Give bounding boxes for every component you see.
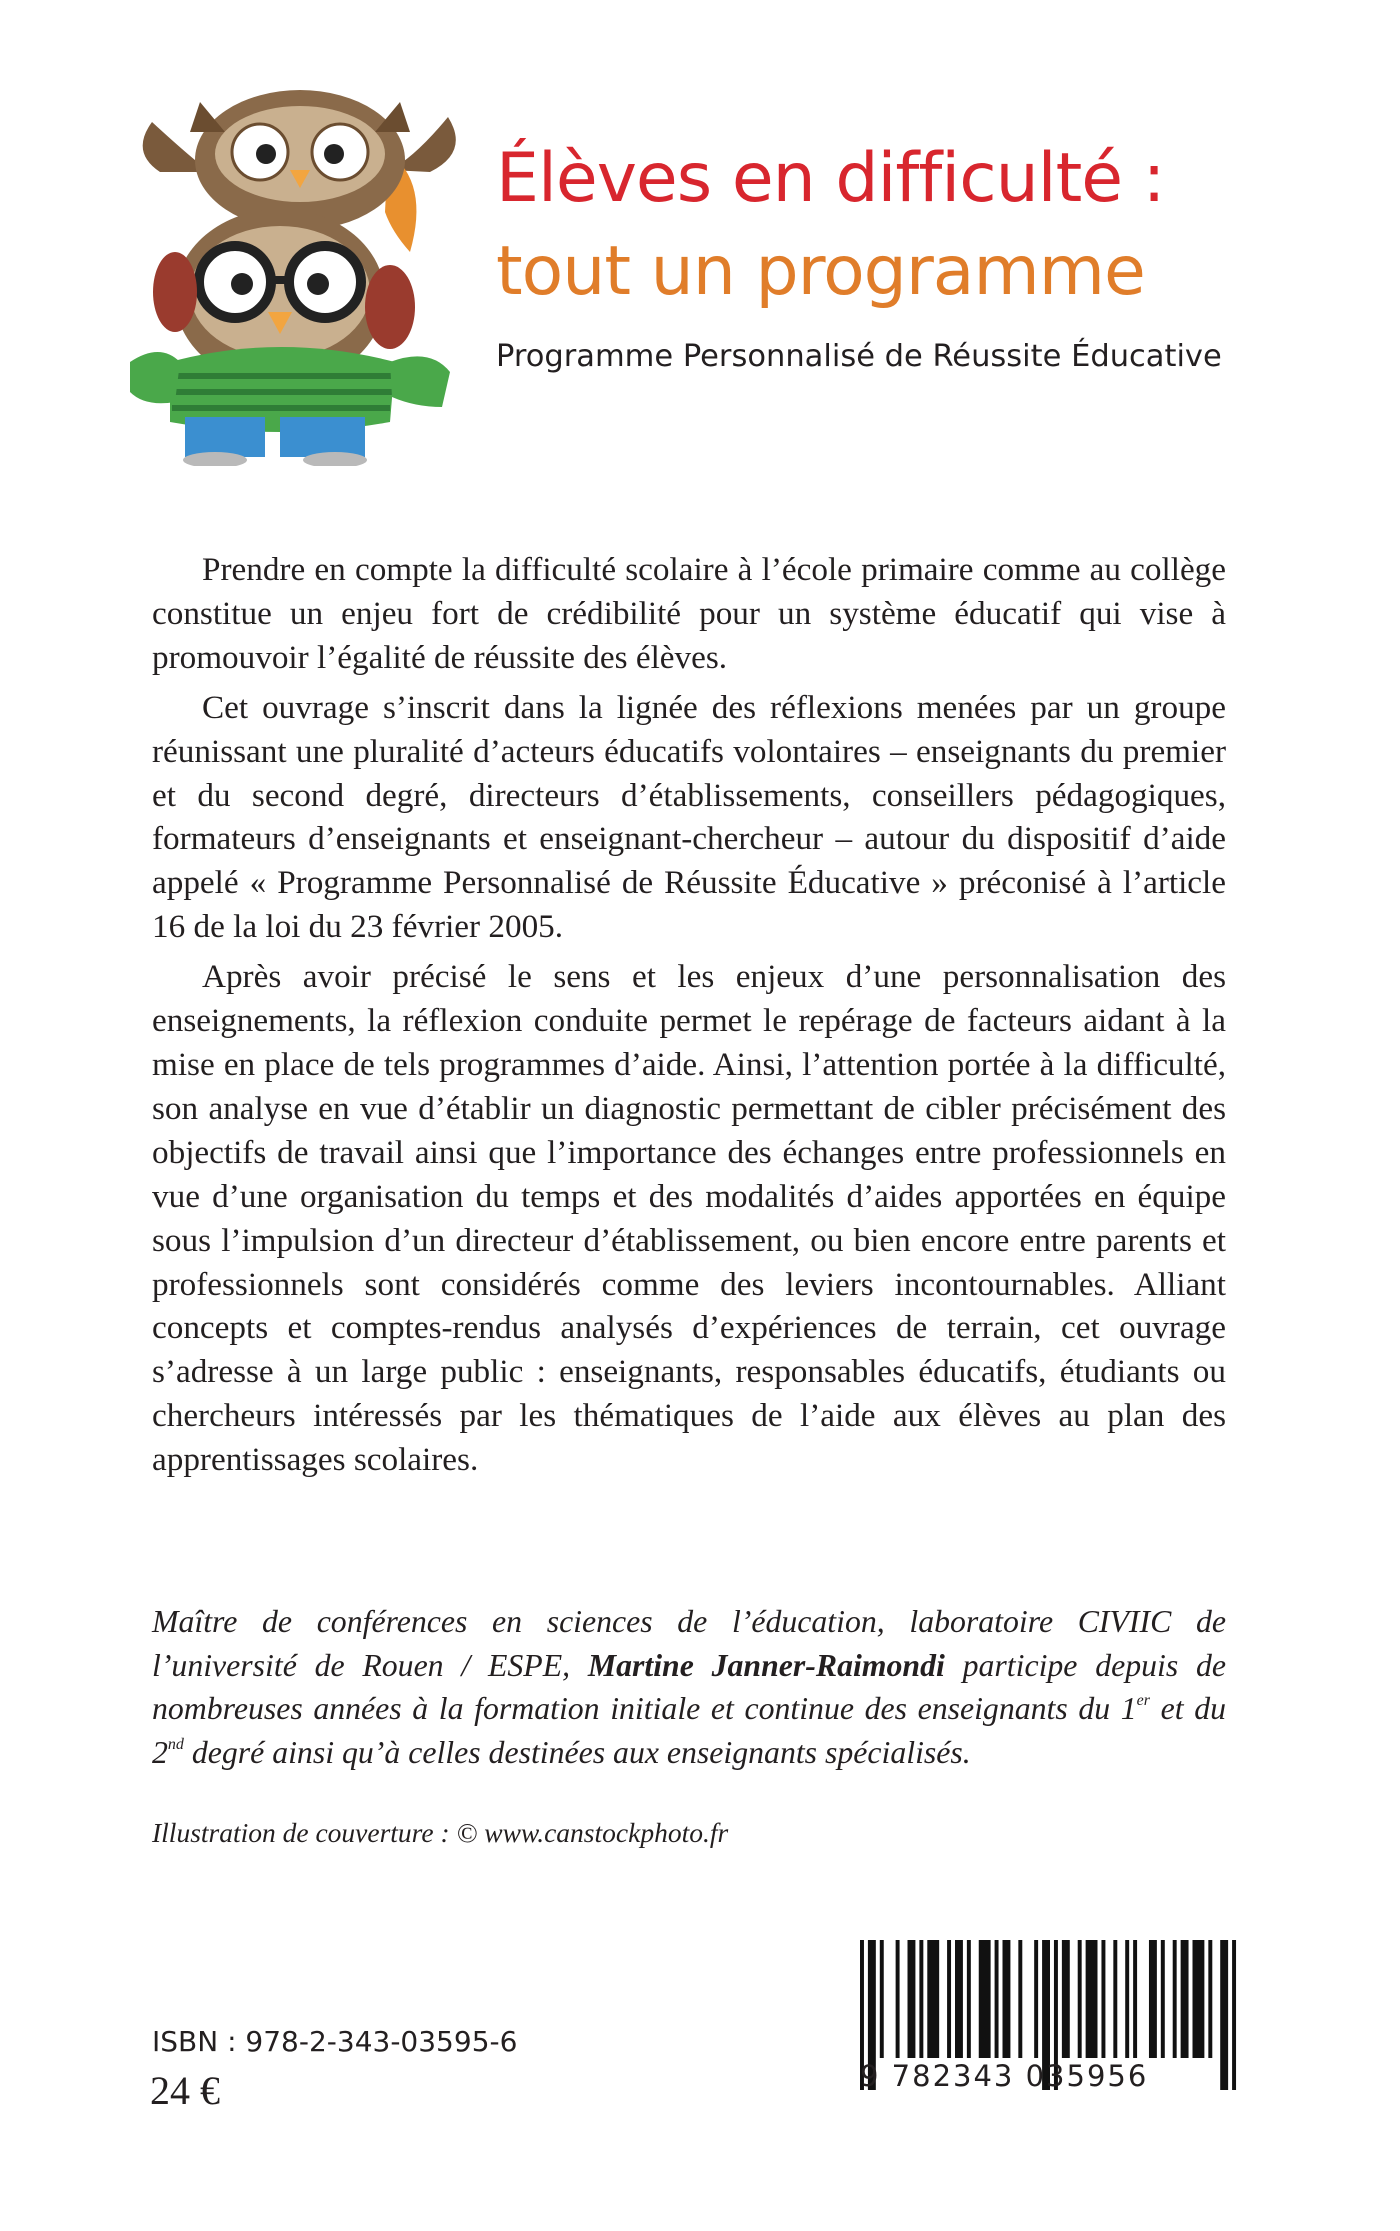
barcode-bar — [1062, 1940, 1070, 2058]
back-cover-summary — [152, 548, 1226, 1488]
book-subtitle: Programme Personnalisé de Réussite Éducative — [496, 339, 1222, 374]
owl-illustration-icon — [130, 62, 470, 466]
barcode-bar — [1003, 1940, 1011, 2058]
barcode-bar — [1078, 1940, 1082, 2058]
barcode-bar — [927, 1940, 939, 2058]
bio-text-start: Maître de conférences en sciences de l’éducation, laboratoire CIVIIC de l’université de Rouen / ESPE, — [152, 1604, 1226, 1683]
barcode-bar — [1018, 1940, 1022, 2058]
bio-superscript-1: er — [1136, 1692, 1150, 1709]
barcode-bar — [1173, 1940, 1177, 2058]
barcode-bar — [908, 1940, 916, 2058]
barcode-bar — [1034, 1940, 1038, 2058]
barcode-bar — [947, 1940, 951, 2058]
barcode-bar — [896, 1940, 900, 2058]
barcode-bar — [1113, 1940, 1117, 2058]
illustration-credit: Illustration de couverture : © www.canstockphoto.fr — [152, 1817, 729, 1848]
barcode-digits: 9 782343 035956 — [860, 2059, 1149, 2093]
barcode-bar — [1193, 1940, 1205, 2058]
book-title-line-2: tout un programme — [496, 232, 1145, 311]
barcode-bar — [967, 1940, 971, 2058]
author-bio — [152, 1600, 1226, 1774]
isbn-number: ISBN : 978-2-343-03595-6 — [152, 2025, 518, 2058]
bio-superscript-2: nd — [167, 1735, 184, 1753]
barcode-bar — [1101, 1940, 1105, 2058]
barcode-bar — [1208, 1940, 1212, 2058]
bio-text-end: degré ainsi qu’à celles destinées aux enseignants spécialisés. — [183, 1734, 971, 1770]
barcode-bar — [1125, 1940, 1129, 2058]
barcode-bar — [979, 1940, 991, 2058]
barcode-bar — [919, 1940, 923, 2058]
barcode-bar — [955, 1940, 963, 2058]
barcode-bar — [1181, 1940, 1189, 2058]
book-title-line-1: Élèves en difficulté : — [496, 139, 1165, 218]
barcode-bar — [995, 1940, 999, 2058]
summary-paragraph: Cet ouvrage s’inscrit dans la lignée des réflexions menées par un groupe réunissant une pluralité d’acteurs éducatifs volontaires – enseignants du premier et du second degré, directeurs d’établissements, conseillers pédagogiques, formateurs d’enseignants et enseignant-chercheur – autour du dispositif d’aide appelé « Programme Personnalisé de Réussite Éducative » préconisé à l’article 16 de la loi du 23 février 2005. — [152, 688, 1226, 946]
barcode-bar — [1133, 1940, 1137, 2058]
bio-text-middle: participe depuis de nombreuses années à la formation initiale et continue des enseignants du 1 — [152, 1647, 1226, 1726]
summary-paragraph: Après avoir précisé le sens et les enjeux d’une personnalisation des enseignements, la réflexion conduite permet le repérage de facteurs aidant à la mise en place de tels programmes d’aide. Ainsi, l’attention portée à la difficulté, son analyse en vue d’établir un diagnostic permettant de cibler précisément des objectifs de travail ainsi que l’importance des échanges entre professionnels en vue d’une organisation du temps et des modalités d’aides apportées en équipe sous l’impulsion d’un directeur d’établissement, ou bien encore entre parents et professionnels sont considérés comme des leviers incontournables. Alliant concepts et comptes-rendus analysés d’expériences de terrain, cet ouvrage s’adresse à un large public : enseignants, responsables éducatifs, étudiants ou chercheurs intéressés par les thématiques de l’aide aux élèves au plan des apprentissages scolaires. — [152, 958, 1226, 1479]
bio-text-middle-2: et du 2 — [152, 1691, 1226, 1770]
author-name: Martine Janner-Raimondi — [587, 1647, 945, 1683]
barcode-bar — [1149, 1940, 1157, 2058]
price: 24 € — [150, 2068, 220, 2113]
barcode-bar — [1086, 1940, 1098, 2058]
barcode-bar — [880, 1940, 884, 2058]
summary-paragraph: Prendre en compte la difficulté scolaire à l’école primaire comme au collège constitue un enjeu fort de crédibilité pour un système éducatif qui vise à promouvoir l’égalité de réussite des élèves. — [152, 551, 1226, 676]
barcode-bar — [1161, 1940, 1165, 2058]
